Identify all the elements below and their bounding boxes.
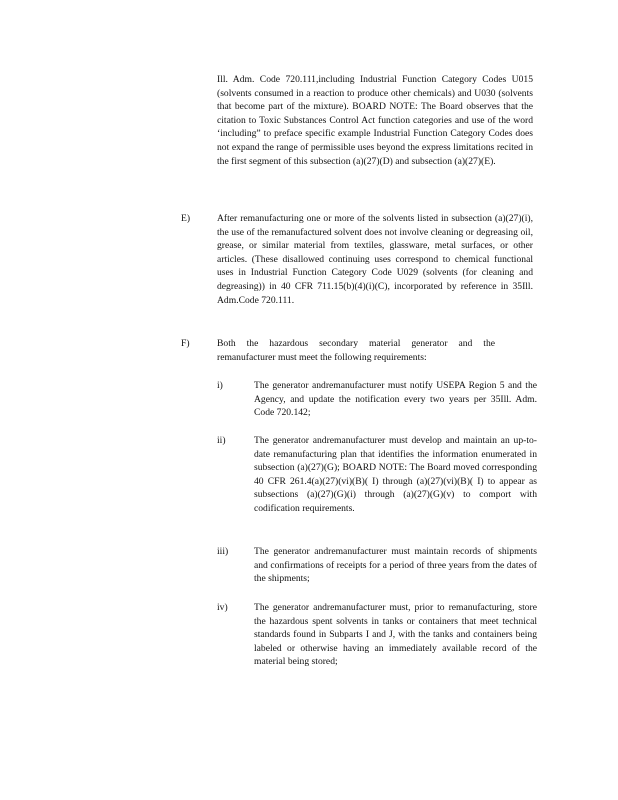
item-iii-paragraph: The generator andremanufacturer must maintain records of shipments and confirmations of receipts for a period of three years from the dates of the shipments;: [254, 546, 537, 585]
intro-paragraph: Ill. Adm. Code 720.111,including Industrial Function Category Codes U015 (solvents consumed in a reaction to produce other chemicals) and U030 (solvents that become part of the mixture). BOARD NOTE: The Board observes that the citation to Toxic Substances Control Act function categories and use of the word ‘including” to preface specific example Industrial Function Category Codes does not expand the range of permissible uses beyond the express limitations recited in the first segment of this subsection (a)(27)(D) and subsection (a)(27)(E).: [217, 74, 533, 167]
item-i-paragraph: The generator andremanufacturer must notify USEPA Region 5 and the Agency, and update the notification every two years per 35Ill. Adm. Code 720.142;: [254, 380, 537, 419]
section-f-label: F): [181, 338, 190, 349]
section-f-paragraph: Both the hazardous secondary material generator and the remanufacturer must meet the following requirements:: [217, 338, 495, 363]
item-ii-label: ii): [217, 435, 226, 446]
item-iii-label: iii): [217, 546, 229, 557]
item-iv-label: iv): [217, 602, 228, 613]
section-e-paragraph: After remanufacturing one or more of the solvents listed in subsection (a)(27)(i), the use of the remanufactured solvent does not involve cleaning or degreasing oil, grease, or similar material from textiles, glassware, metal surfaces, or other articles. (These disallowed continuing uses correspond to chemical functional uses in Industrial Function Category Code U029 (solvents (for cleaning and degreasing)) in 40 CFR 711.15(b)(4)(i)(C), incorporated by reference in 35Ill. Adm.Code 720.111.: [217, 213, 533, 306]
item-i-label: i): [217, 380, 223, 391]
item-ii-paragraph: The generator andremanufacturer must develop and maintain an up-to-date remanufacturing plan that identifies the information enumerated in subsection (a)(27)(G); BOARD NOTE: The Board moved corresponding 40 CFR 261.4(a)(27)(vi)(B)( I) through (a)(27)(vi)(B)( I) to appear as subsections (a)(27)(G)(i) through (a)(27)(G)(v) to comport with codification requirements.: [254, 435, 537, 514]
item-iv-paragraph: The generator andremanufacturer must, prior to remanufacturing, store the hazardous spent solvents in tanks or containers that meet technical standards found in Subparts I and J, with the tanks and containers being labeled or otherwise having an immediately available record of the material being stored;: [254, 602, 537, 668]
section-e-label: E): [181, 213, 191, 224]
